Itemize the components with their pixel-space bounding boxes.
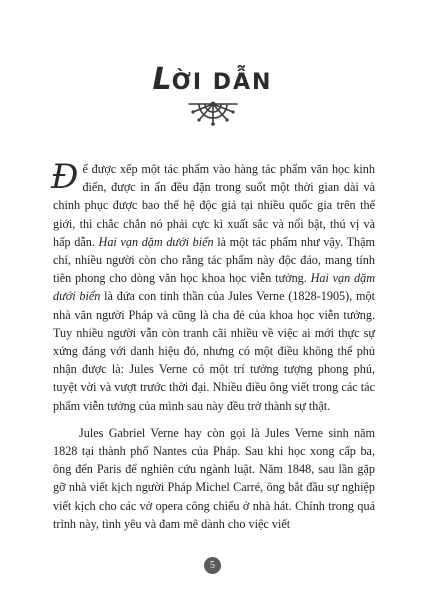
paragraph-intro (51, 157, 375, 415)
paragraph-biography: Jules Gabriel Verne hay còn gọi là Jules Verne sinh năm 1828 tại thành phố Nantes của Pháp. Sau khi học xong cấp ba, ông đến Paris để nghiên cứu ngành luật. Năm 1848, sau lần gặp gỡ nhà viết kịch người Pháp Michel Carré, ông bắt đầu sự nghiệp viết kịch cho các vở opera công chiếu ở nhà hát. Chính trong quá trình này, tình yêu và đam mê dành cho việc viết (53, 425, 375, 531)
page-number-badge: 5 (204, 557, 221, 574)
book-title-italic-1: Hai vạn dặm dưới biển (98, 234, 214, 249)
paragraph-intro-part-3: là đứa con tinh thần của Jules Verne (1828-1905), một nhà văn người Pháp và cũng là cha đẻ của khoa học viễn tưởng. Tuy nhiều người vẫn còn tranh cãi nhiều về việc ai mới thực sự xứng đáng với danh hiệu đó, nhưng có một điều không thể phủ nhận được là: Jules Verne có một trí tưởng tượng phong phú, tuyệt vời và vượt trước thời đại. Nhiều điều ông viết trong các tác phẩm viễn tưởng của mình sau này đều trở thành sự thật. (53, 289, 375, 413)
drop-cap: Đ (51, 157, 79, 197)
chapter-title-rest: ỜI DẪN (171, 70, 273, 95)
chapter-title (0, 62, 425, 97)
chapter-title-initial: L (152, 62, 172, 97)
ship-wheel-icon (187, 96, 239, 126)
paragraph-intro-part-1: ể được xếp một tác phẩm vào hàng tác phẩm văn học kinh điển, được in ấn đều đặn trong suốt một thời gian dài và chinh phục được bao thế hệ độc giả tại nhiều quốc gia trên thế giới, thì chắc chắn nó phải cực kì xuất sắc và nổi bật, thú vị và hấp dẫn. (53, 162, 375, 249)
paragraph-intro-part-2: là một tác phẩm như vậy. Thậm chí, nhiều người còn cho rằng tác phẩm này độc đáo, mang tính tiên phong cho dòng văn học khoa học viễn tưởng. (53, 234, 375, 286)
body-text (51, 157, 375, 533)
book-title-italic-2: Hai vạn dặm dưới biển (53, 271, 375, 304)
